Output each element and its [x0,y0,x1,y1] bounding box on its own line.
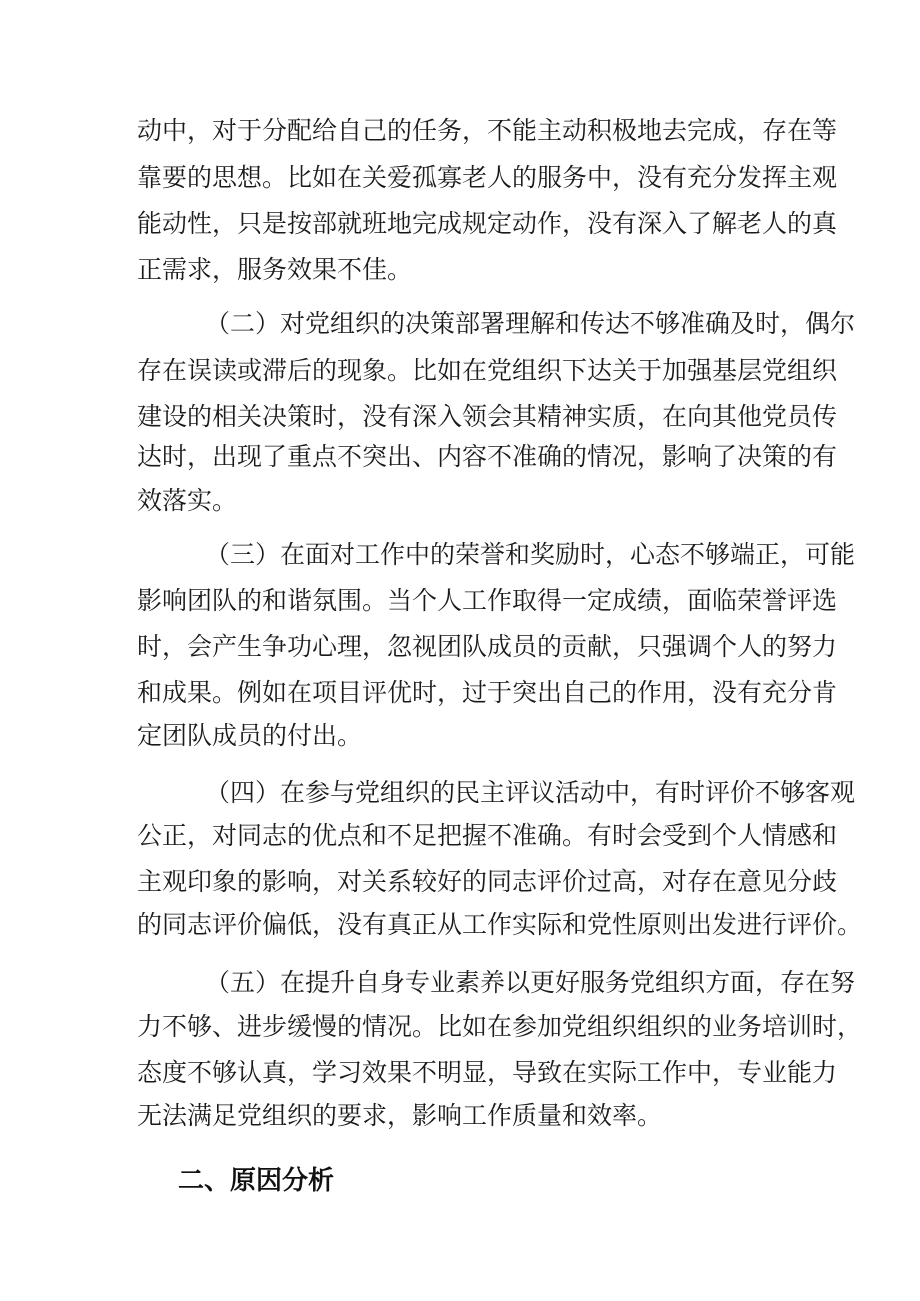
paragraph-2-line-3: 建设的相关决策时，没有深入领会其精神实质，在向其他党员传 [137,402,838,431]
paragraph-4-line-4: 的同志评价偏低，没有真正从工作实际和党性原则出发进行评价。 [137,910,863,939]
paragraph-4-line-1: （四）在参与党组织的民主评议活动中，有时评价不够客观 [205,778,856,807]
paragraph-1-line-1: 动中，对于分配给自己的任务，不能主动积极地去完成，存在等 [137,116,838,145]
paragraph-2-line-4: 达时，出现了重点不突出、内容不准确的情况，影响了决策的有 [137,442,838,471]
paragraph-2-line-2: 存在误读或滞后的现象。比如在党组织下达关于加强基层党组织 [137,356,838,385]
paragraph-5-line-4: 无法满足党组织的要求，影响工作质量和效率。 [137,1101,663,1130]
paragraph-2-line-5: 效落实。 [137,486,238,515]
paragraph-3-line-2: 影响团队的和谐氛围。当个人工作取得一定成绩，面临荣誉评选 [137,586,838,615]
paragraph-4-line-3: 主观印象的影响，对关系较好的同志评价过高，对存在意见分歧 [137,867,838,896]
paragraph-2-line-1: （二）对党组织的决策部署理解和传达不够准确及时，偶尔 [205,309,856,338]
paragraph-5-line-1: （五）在提升自身专业素养以更好服务党组织方面，存在努 [205,968,856,997]
paragraph-3-line-1: （三）在面对工作中的荣誉和奖励时，心态不够端正，可能 [205,540,856,569]
paragraph-3-line-5: 定团队成员的付出。 [137,721,363,750]
paragraph-5-line-2: 力不够、进步缓慢的情况。比如在参加党组织组织的业务培训时， [137,1012,863,1041]
paragraph-5-line-3: 态度不够认真，学习效果不明显，导致在实际工作中，专业能力 [137,1058,838,1087]
paragraph-4-line-2: 公正，对同志的优点和不足把握不准确。有时会受到个人情感和 [137,821,838,850]
paragraph-3-line-4: 和成果。例如在项目评优时，过于突出自己的作用，没有充分肯 [137,678,838,707]
paragraph-1-line-4: 正需求，服务效果不佳。 [137,255,413,284]
section-heading: 二、原因分析 [178,1166,335,1196]
paragraph-1-line-3: 能动性，只是按部就班地完成规定动作，没有深入了解老人的真 [137,209,838,238]
paragraph-1-line-2: 靠要的思想。比如在关爱孤寡老人的服务中，没有充分发挥主观 [137,163,838,192]
paragraph-3-line-3: 时，会产生争功心理，忽视团队成员的贡献，只强调个人的努力 [137,632,838,661]
